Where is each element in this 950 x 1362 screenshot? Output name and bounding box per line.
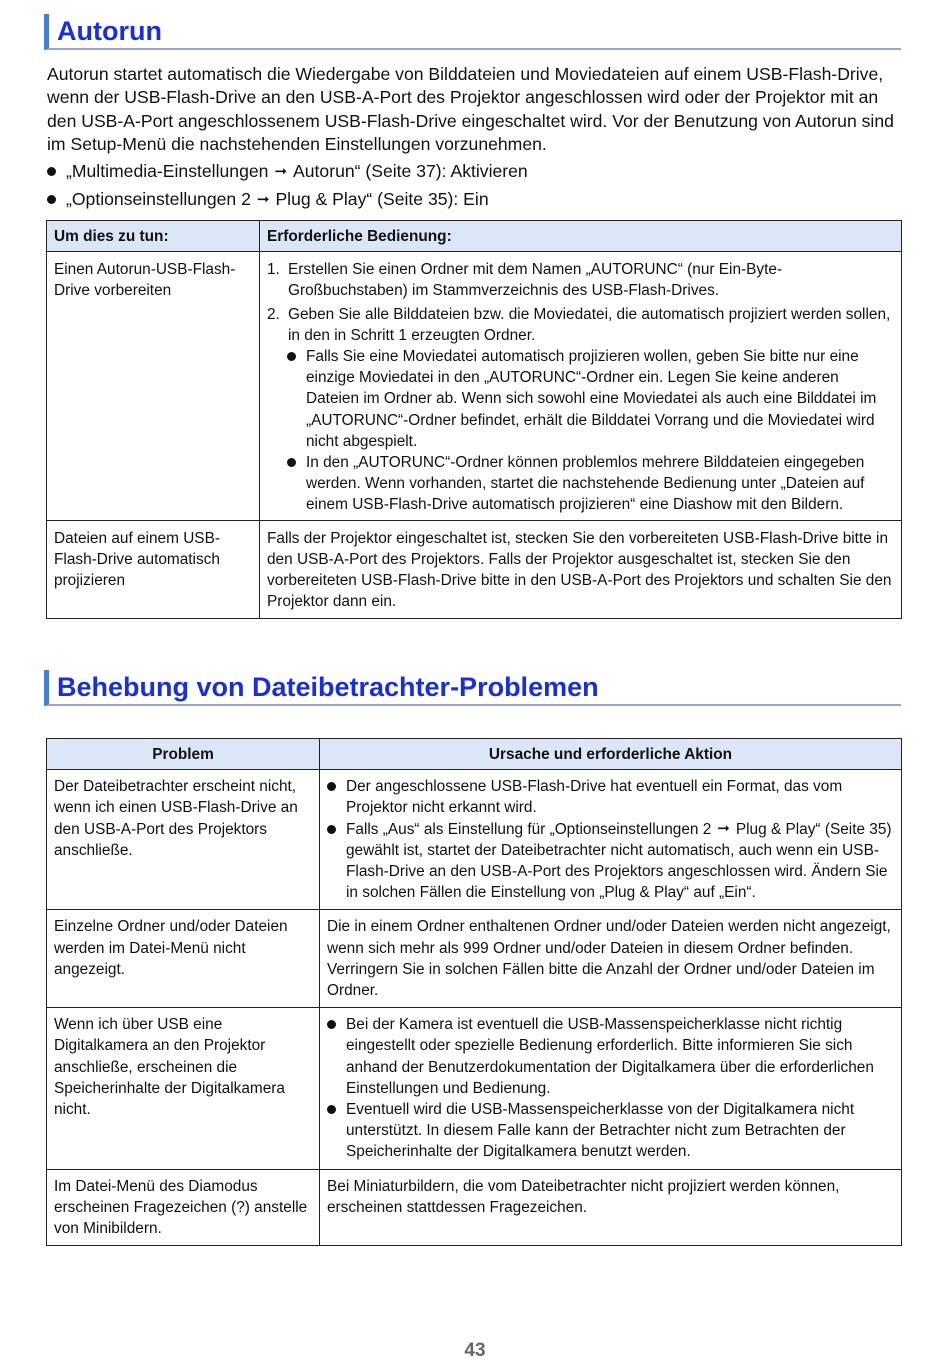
step-number: 1. [267, 261, 280, 279]
step-item [267, 304, 894, 346]
cause-text: Eventuell wird die USB-Massenspeicherklasse von der Digitalkamera nicht unterstützt. In diesem Falle kann der Betrachter nicht zum Betrachten der Speicherinhalte der Digitalkamera benutzt werden. [346, 1101, 855, 1161]
section-title: Behebung von Dateibetrachter-Problemen [57, 672, 599, 702]
problem-cell: Einzelne Ordner und/oder Dateien werden im Datei-Menü nicht angezeigt. [47, 910, 320, 1008]
autorun-table [46, 220, 902, 619]
column-header: Um dies zu tun: [47, 221, 260, 252]
step-number: 2. [267, 305, 280, 323]
table-row [47, 1169, 902, 1246]
table-row [47, 1008, 902, 1169]
bullet-icon [327, 782, 336, 791]
bullet-item [47, 160, 528, 184]
step-item [267, 259, 894, 301]
cause-bullet [327, 1014, 894, 1099]
column-header: Ursache und erforderliche Aktion [320, 739, 902, 770]
cause-bullet [327, 1099, 894, 1163]
bullet-item [47, 188, 489, 212]
table-header-row [47, 739, 902, 770]
table-row [47, 252, 902, 520]
table-row [47, 520, 902, 619]
arrow-right-icon: ➞ [256, 191, 270, 208]
cause-bullet [327, 819, 894, 904]
cause-text: Falls „Aus“ als Einstellung für „Optionseinstellungen 2 [346, 820, 712, 838]
cause-text: Der angeschlossene USB-Flash-Drive hat eventuell ein Format, das vom Projektor nicht erkannt wird. [346, 778, 843, 817]
cause-bullet [327, 776, 894, 818]
table-row [47, 910, 902, 1008]
bullet-text: „Multimedia-Einstellungen [66, 161, 269, 181]
section-heading-autorun [44, 14, 901, 50]
step-text: Erstellen Sie einen Ordner mit dem Namen „AUTORUNC“ (nur Ein-Byte-Großbuchstaben) im Stammverzeichnis des USB-Flash-Drives. [288, 261, 783, 300]
cause-text: Bei der Kamera ist eventuell die USB-Massenspeicherklasse nicht richtig eingestellt oder spezielle Bedienung erforderlich. Bitte informieren Sie sich anhand der Benutzerdokumentation der Digitalkamera über die erforderlichen Einstellungen und Bedienung. [346, 1016, 874, 1097]
bullet-icon [327, 1020, 336, 1029]
arrow-right-icon: ➞ [274, 163, 288, 180]
cause-cell [320, 1008, 902, 1169]
table-header-row [47, 221, 902, 252]
section-title: Autorun [57, 16, 162, 46]
bullet-icon [47, 167, 56, 176]
step-text: Geben Sie alle Bilddateien bzw. die Moviedatei, die automatisch projiziert werden sollen, in den in Schritt 1 erzeugten Ordner. [288, 305, 891, 344]
task-cell: Dateien auf einem USB-Flash-Drive automatisch projizieren [47, 520, 260, 619]
section-heading-troubleshooting [44, 670, 901, 706]
column-header: Problem [47, 739, 320, 770]
cause-text: Plug & Play“ (Seite 35) gewählt ist, startet der Dateibetrachter nicht automatisch, auch wenn ein USB-Flash-Drive an den USB-A-Port des Projektors angeschlossen wird. Ändern Sie in solchen Fällen die Einstellung von „Plug & Play“ auf „Ein“. [346, 820, 892, 902]
sub-bullet-item [267, 346, 894, 452]
problem-cell: Der Dateibetrachter erscheint nicht, wenn ich einen USB-Flash-Drive an den USB-A-Port des Projektors anschließe. [47, 770, 320, 910]
sub-bullet-text: Falls Sie eine Moviedatei automatisch projizieren wollen, geben Sie bitte nur eine einzige Moviedatei in den „AUTORUNC“-Ordner ein. Legen Sie keine anderen Dateien im Ordner ab. Wenn sich sowohl eine Moviedatei als auch eine Bilddatei im „AUTORUNC“-Ordner befindet, erhält die Bilddatei Vorrang und die Moviedatei wird nicht abgespielt. [306, 348, 877, 450]
sub-bullet-item [267, 452, 894, 516]
bullet-text: Plug & Play“ (Seite 35): Ein [275, 189, 489, 209]
sub-bullet-text: In den „AUTORUNC“-Ordner können problemlos mehrere Bilddateien eingegeben werden. Wenn vorhanden, startet die nachstehende Bedienung unter „Dateien auf einem USB-Flash-Drive automatisch projizieren“ eine Diashow mit den Bildern. [306, 454, 865, 514]
bullet-icon [327, 825, 336, 834]
problem-cell: Im Datei-Menü des Diamodus erscheinen Fragezeichen (?) anstelle von Minibildern. [47, 1169, 320, 1246]
problem-cell: Wenn ich über USB eine Digitalkamera an den Projektor anschließe, erscheinen die Speicherinhalte der Digitalkamera nicht. [47, 1008, 320, 1169]
page-number: 43 [464, 1340, 486, 1361]
troubleshooting-table [46, 738, 902, 1246]
table-row [47, 770, 902, 910]
column-header: Erforderliche Bedienung: [260, 221, 902, 252]
bullet-icon [287, 458, 296, 467]
steps-cell [260, 252, 902, 520]
cause-cell [320, 770, 902, 910]
bullet-icon [47, 195, 56, 204]
action-cell: Falls der Projektor eingeschaltet ist, stecken Sie den vorbereiteten USB-Flash-Drive bitte in den USB-A-Port des Projektors. Falls der Projektor ausgeschaltet ist, stecken Sie den vorbereiteten USB-Flash-Drive bitte in den USB-A-Port des Projektors und schalten Sie den Projektor dann ein. [260, 520, 902, 619]
arrow-right-icon: ➞ [717, 819, 730, 837]
bullet-text: Autorun“ (Seite 37): Aktivieren [293, 161, 528, 181]
cause-cell: Die in einem Ordner enthaltenen Ordner und/oder Dateien werden nicht angezeigt, wenn sich mehr als 999 Ordner und/oder Dateien in diesem Ordner befinden. Verringern Sie in solchen Fällen bitte die Anzahl der Ordner und/oder Dateien im Ordner. [320, 910, 902, 1008]
bullet-text: „Optionseinstellungen 2 [66, 189, 251, 209]
cause-cell: Bei Miniaturbildern, die vom Dateibetrachter nicht projiziert werden können, erscheinen stattdessen Fragezeichen. [320, 1169, 902, 1246]
task-cell: Einen Autorun-USB-Flash-Drive vorbereiten [47, 252, 260, 520]
bullet-icon [287, 352, 296, 361]
intro-paragraph: Autorun startet automatisch die Wiedergabe von Bilddateien und Moviedateien auf einem USB-Flash-Drive, wenn der USB-Flash-Drive an den USB-A-Port des Projektor angeschlossen wird oder der Projektor mit an den USB-A-Port angeschlossenem USB-Flash-Drive eingeschaltet wird. Vor der Benutzung von Autorun sind im Setup-Menü die nachstehenden Einstellungen vorzunehmen. [47, 64, 894, 155]
bullet-icon [327, 1105, 336, 1114]
